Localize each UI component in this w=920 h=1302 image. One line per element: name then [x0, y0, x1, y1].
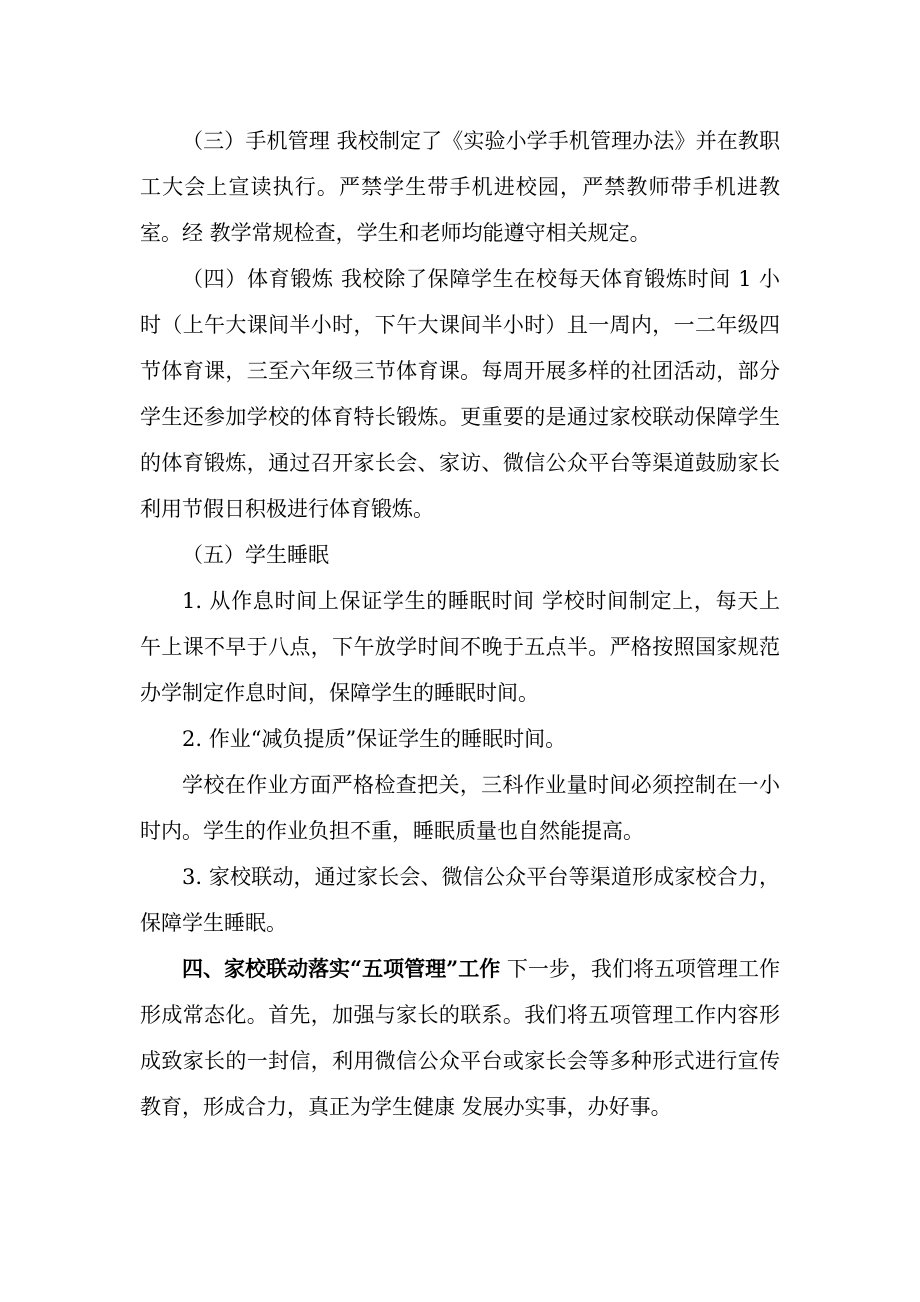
- paragraph-text: （三）手机管理 我校制定了《实验小学手机管理办法》并在教职工大会上宣读执行。严禁学生带手机进校园，严禁教师带手机进教室。经 教学常规检查，学生和老师均能遵守相关规定。: [140, 129, 780, 245]
- document-body: [140, 118, 780, 1130]
- paragraph-text: 学校在作业方面严格检查把关，三科作业量时间必须控制在一小时内。学生的作业负担不重，睡眠质量也自然能提高。: [140, 773, 780, 843]
- paragraph-sleep-heading: [140, 532, 780, 578]
- paragraph-sleep-item-3: [140, 854, 780, 946]
- paragraph-text: （四）体育锻炼 我校除了保障学生在校每天体育锻炼时间 1 小时（上午大课间半小时，下午大课间半小时）且一周内，一二年级四节体育课，三至六年级三节体育课。每周开展多样的社团活动，部分学生还参加学校的体育特长锻炼。更重要的是通过家校联动保障学生的体育锻炼，通过召开家长会、家访、微信公众平台等渠道鼓励家长利用节假日积极进行体育锻炼。: [140, 267, 780, 521]
- paragraph-home-school-cooperation: [140, 946, 780, 1130]
- paragraph-sleep-item-1: [140, 578, 780, 716]
- paragraph-text: 3. 家校联动，通过家长会、微信公众平台等渠道形成家校合力，保障学生睡眠。: [140, 865, 780, 935]
- paragraph-text: （五）学生睡眠: [182, 543, 329, 567]
- paragraph-phone-management: [140, 118, 780, 256]
- section-heading: 四、家校联动落实“五项管理”工作: [182, 956, 501, 981]
- paragraph-sleep-item-2: [140, 716, 780, 762]
- paragraph-physical-exercise: [140, 256, 780, 532]
- paragraph-homework-control: [140, 762, 780, 854]
- paragraph-text: 2. 作业“减负提质”保证学生的睡眠时间。: [182, 727, 567, 751]
- paragraph-text: 下一步，我们将五项管理工作形成常态化。首先，加强与家长的联系。我们将五项管理工作内容形成致家长的一封信，利用微信公众平台或家长会等多种形式进行宣传教育，形成合力，真正为学生健康 发展办实事，办好事。: [140, 957, 780, 1119]
- paragraph-text: 1. 从作息时间上保证学生的睡眠时间 学校时间制定上，每天上午上课不早于八点，下午放学时间不晚于五点半。严格按照国家规范办学制定作息时间，保障学生的睡眠时间。: [140, 589, 780, 705]
